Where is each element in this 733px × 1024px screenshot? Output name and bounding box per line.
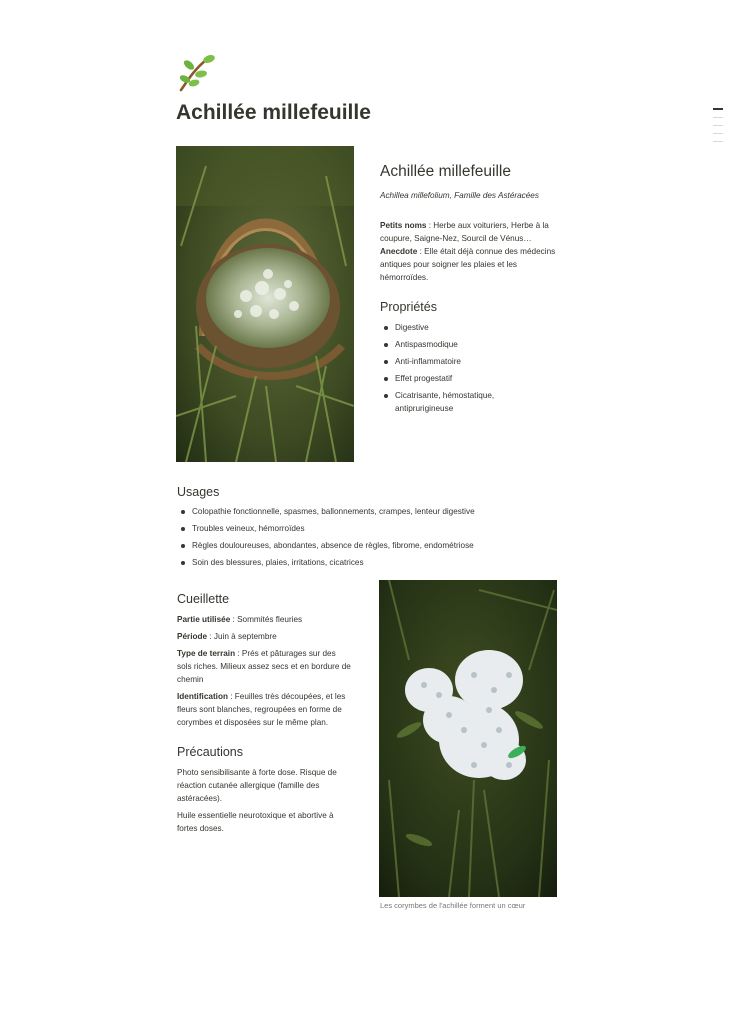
list-item: Cicatrisante, hémostatique, antiprurigineuse [380,389,515,415]
partie-line [177,613,352,626]
latin-name: Achillea millefolium, Famille des Astéracées [380,191,539,200]
identification-line [177,690,352,729]
photo-caption: Les corymbes de l'achillée forment un cœur [380,901,526,910]
precaution-paragraph: Huile essentielle neurotoxique et abortive à fortes doses. [177,811,334,833]
list-item: Digestive [380,321,550,334]
toc-entry[interactable] [713,117,723,118]
intro-paragraph [380,219,560,284]
toc-entry[interactable] [713,108,723,110]
periode-line [177,630,352,643]
terrain-label: Type de terrain [177,649,236,658]
basket-photo [176,146,354,462]
nicknames-label: Petits noms [380,221,427,230]
list-item: Antispasmodique [380,338,550,351]
periode-label: Période [177,632,208,641]
partie-text: : Sommités fleuries [230,615,303,624]
list-item: Colopathie fonctionnelle, spasmes, ballonnements, crampes, lenteur digestive [177,505,577,518]
cueillette-block [177,613,352,729]
terrain-text: : Prés et pâturages sur des sols riches. Milieux assez secs et en bordure de chemin [177,649,351,684]
list-item: Effet progestatif [380,372,550,385]
nicknames-text: : Herbe aux voituriers, Herbe à la coupure, Saigne-Nez, Sourcil de Vénus… [380,221,549,243]
usages-heading: Usages [177,485,220,499]
page-title: Achillée millefeuille [176,101,371,124]
plant-heading: Achillée millefeuille [380,163,511,180]
list-item: Troubles veineux, hémorroïdes [177,522,577,535]
yarrow-flower-photo [379,580,557,897]
list-item: Soin des blessures, plaies, irritations, cicatrices [177,556,577,569]
proprietes-heading: Propriétés [380,300,437,314]
herb-icon [176,52,218,94]
identification-label: Identification [177,692,228,701]
partie-label: Partie utilisée [177,615,231,624]
cueillette-heading: Cueillette [177,592,230,606]
toc-entry[interactable] [713,133,723,134]
proprietes-list [380,321,550,415]
usages-list [177,505,577,569]
terrain-line [177,647,352,686]
anecdote-label: Anecdote [380,247,418,256]
list-item: Règles douloureuses, abondantes, absence de règles, fibrome, endométriose [177,539,577,552]
anecdote-text: : Elle était déjà connue des médecins antiques pour soigner les plaies et les hémorroïdes. [380,247,556,282]
anecdote-line [380,247,555,282]
periode-text: : Juin à septembre [207,632,277,641]
precautions-block [177,766,352,835]
toc-entry[interactable] [713,125,723,126]
precaution-paragraph: Photo sensibilisante à forte dose. Risque de réaction cutanée allergique (famille des astéracées). [177,768,337,803]
nicknames-line [380,221,549,243]
precautions-heading: Précautions [177,745,244,759]
identification-text: : Feuilles très découpées, et les fleurs sont blanches, regroupées en forme de corymbes et disposées sur le même plan. [177,692,346,727]
toc-entry[interactable] [713,141,723,142]
table-of-contents[interactable] [713,108,723,149]
list-item: Anti-inflammatoire [380,355,550,368]
